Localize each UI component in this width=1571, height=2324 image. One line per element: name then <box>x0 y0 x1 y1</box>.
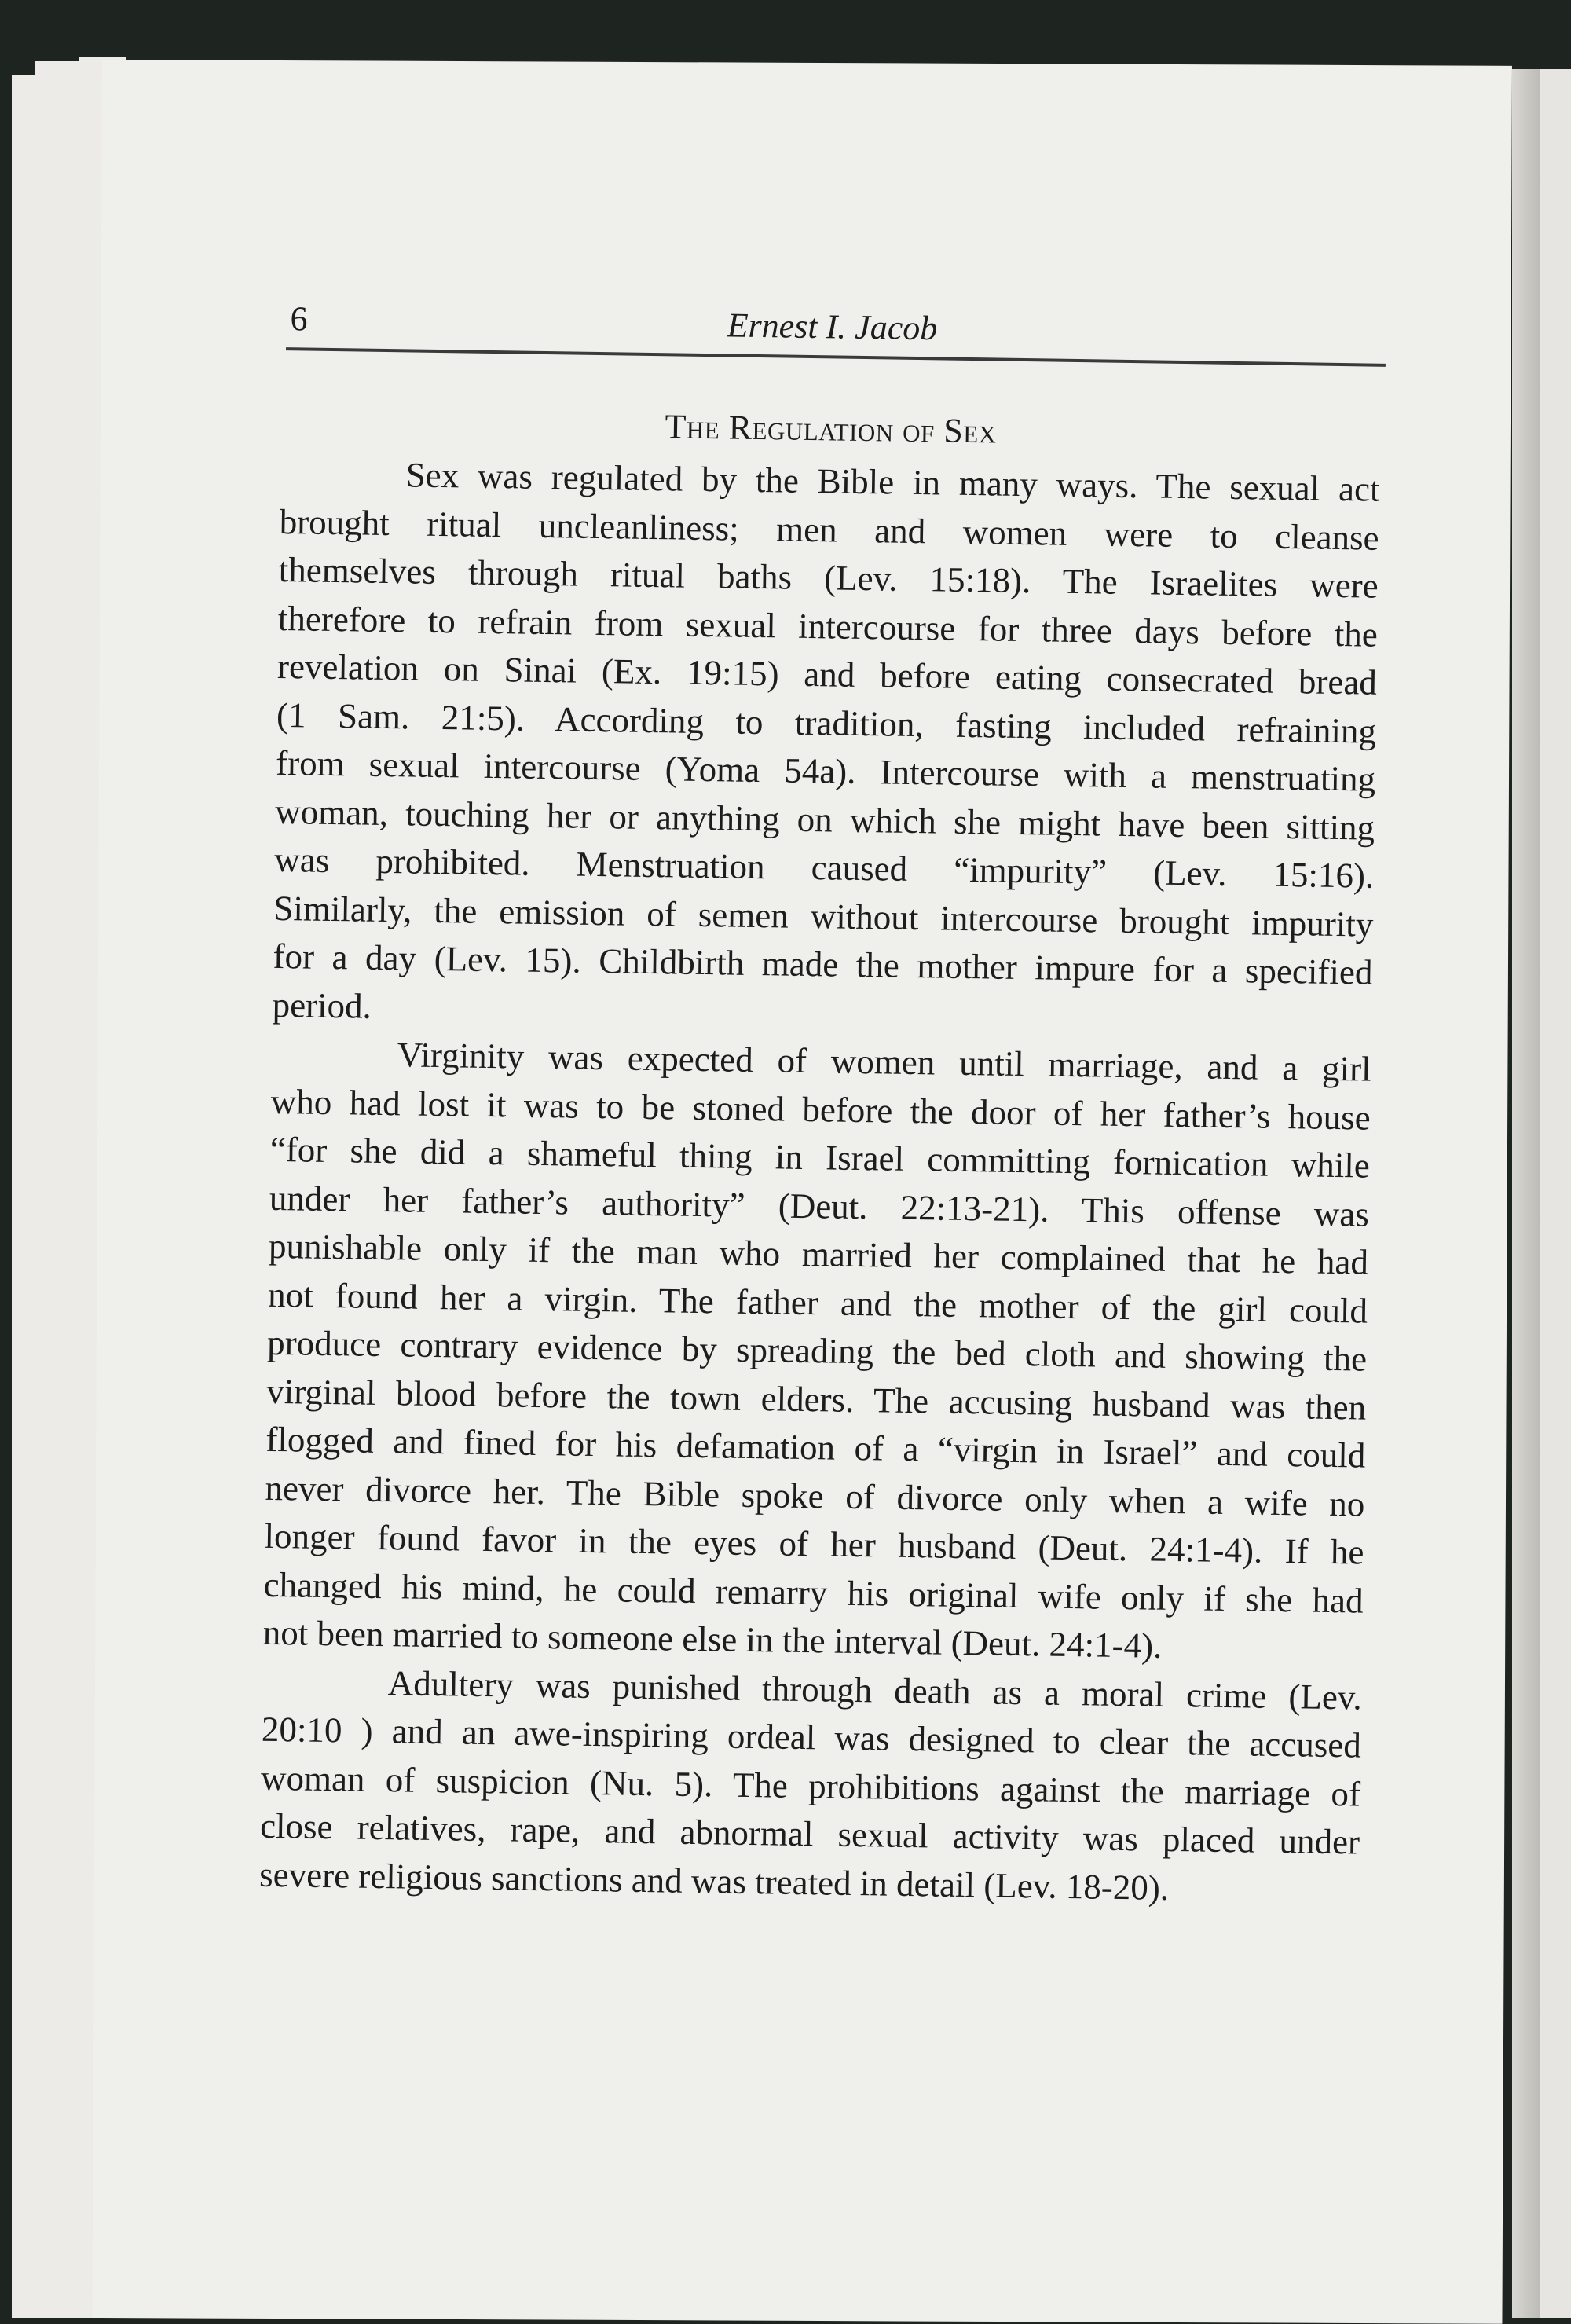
paragraph <box>272 449 1380 1046</box>
page-content <box>259 299 1382 1915</box>
text-line: close relatives, rape, and abnormal sexual activity was placed under <box>259 1805 1360 1862</box>
book-gutter <box>1512 69 1540 2318</box>
text-line: themselves through ritual baths (Lev. 15:18). The Israelites were <box>278 549 1379 606</box>
text-line: period. <box>272 984 372 1026</box>
section-title: The Regulation of Sex <box>665 407 998 451</box>
facing-page-edge <box>1540 69 1571 2318</box>
text-line: for a day (Lev. 15). Childbirth made the mother impure for a specified <box>273 936 1373 992</box>
text-line: Virginity was expected of women until marriage, and a girl <box>397 1035 1371 1089</box>
text-line: virginal blood before the town elders. The accusing husband was then <box>266 1371 1367 1428</box>
paragraph <box>259 1657 1362 1915</box>
text-line: Similarly, the emission of semen without intercourse brought impurity <box>273 888 1374 944</box>
text-line: therefore to refrain from sexual intercourse for three days before the <box>277 598 1379 654</box>
text-line: woman, touching her or anything on which she might have been sitting <box>274 791 1375 848</box>
page-number: 6 <box>290 299 308 339</box>
paragraph <box>262 1029 1371 1673</box>
text-line: (1 Sam. 21:5). According to tradition, fasting included refraining <box>276 695 1377 751</box>
page-stack-edge <box>35 61 83 2318</box>
text-line: who had lost it was to be stoned before the door of her father’s house <box>270 1081 1371 1138</box>
body-text <box>259 449 1380 1915</box>
text-line: flogged and fined for his defamation of a “virgin in Israel” and could <box>265 1419 1366 1475</box>
text-line: never divorce her. The Bible spoke of divorce only when a wife no <box>265 1468 1365 1524</box>
text-line: brought ritual uncleanliness; men and women were to cleanse <box>279 501 1380 558</box>
text-line: longer found favor in the eyes of her husband (Deut. 24:1-4). If he <box>264 1516 1364 1572</box>
text-line: Sex was regulated by the Bible in many ways. The sexual act <box>405 455 1380 509</box>
text-line: punishable only if the man who married her complained that he had <box>268 1226 1369 1282</box>
text-line: not found her a virgin. The father and the mother of the girl could <box>267 1274 1368 1331</box>
text-line: from sexual intercourse (Yoma 54a). Intercourse with a menstruating <box>275 742 1376 799</box>
text-line: severe religious sanctions and was treated in detail (Lev. 18-20). <box>258 1854 1170 1908</box>
text-line: under her father’s authority” (Deut. 22:13-21). This offense was <box>269 1178 1370 1234</box>
text-line: Adultery was punished through death as a moral crime (Lev. <box>387 1662 1363 1717</box>
text-line: changed his mind, he could remarry his original wife only if she had <box>263 1564 1364 1621</box>
text-line: revelation on Sinai (Ex. 19:15) and before eating consecrated bread <box>276 646 1378 702</box>
text-line: 20:10 ) and an awe-inspiring ordeal was designed to clear the accused <box>261 1709 1362 1765</box>
running-head: Ernest I. Jacob <box>727 306 938 348</box>
text-line: produce contrary evidence by spreading the bed cloth and showing the <box>266 1322 1368 1379</box>
text-line: “for she did a shameful thing in Israel committing fornication while <box>269 1129 1371 1186</box>
text-line: woman of suspicion (Nu. 5). The prohibitions against the marriage of <box>260 1758 1361 1814</box>
text-line: not been married to someone else in the interval (Deut. 24:1-4). <box>262 1612 1163 1666</box>
text-line: was prohibited. Menstruation caused “impurity” (Lev. 15:16). <box>274 839 1375 896</box>
